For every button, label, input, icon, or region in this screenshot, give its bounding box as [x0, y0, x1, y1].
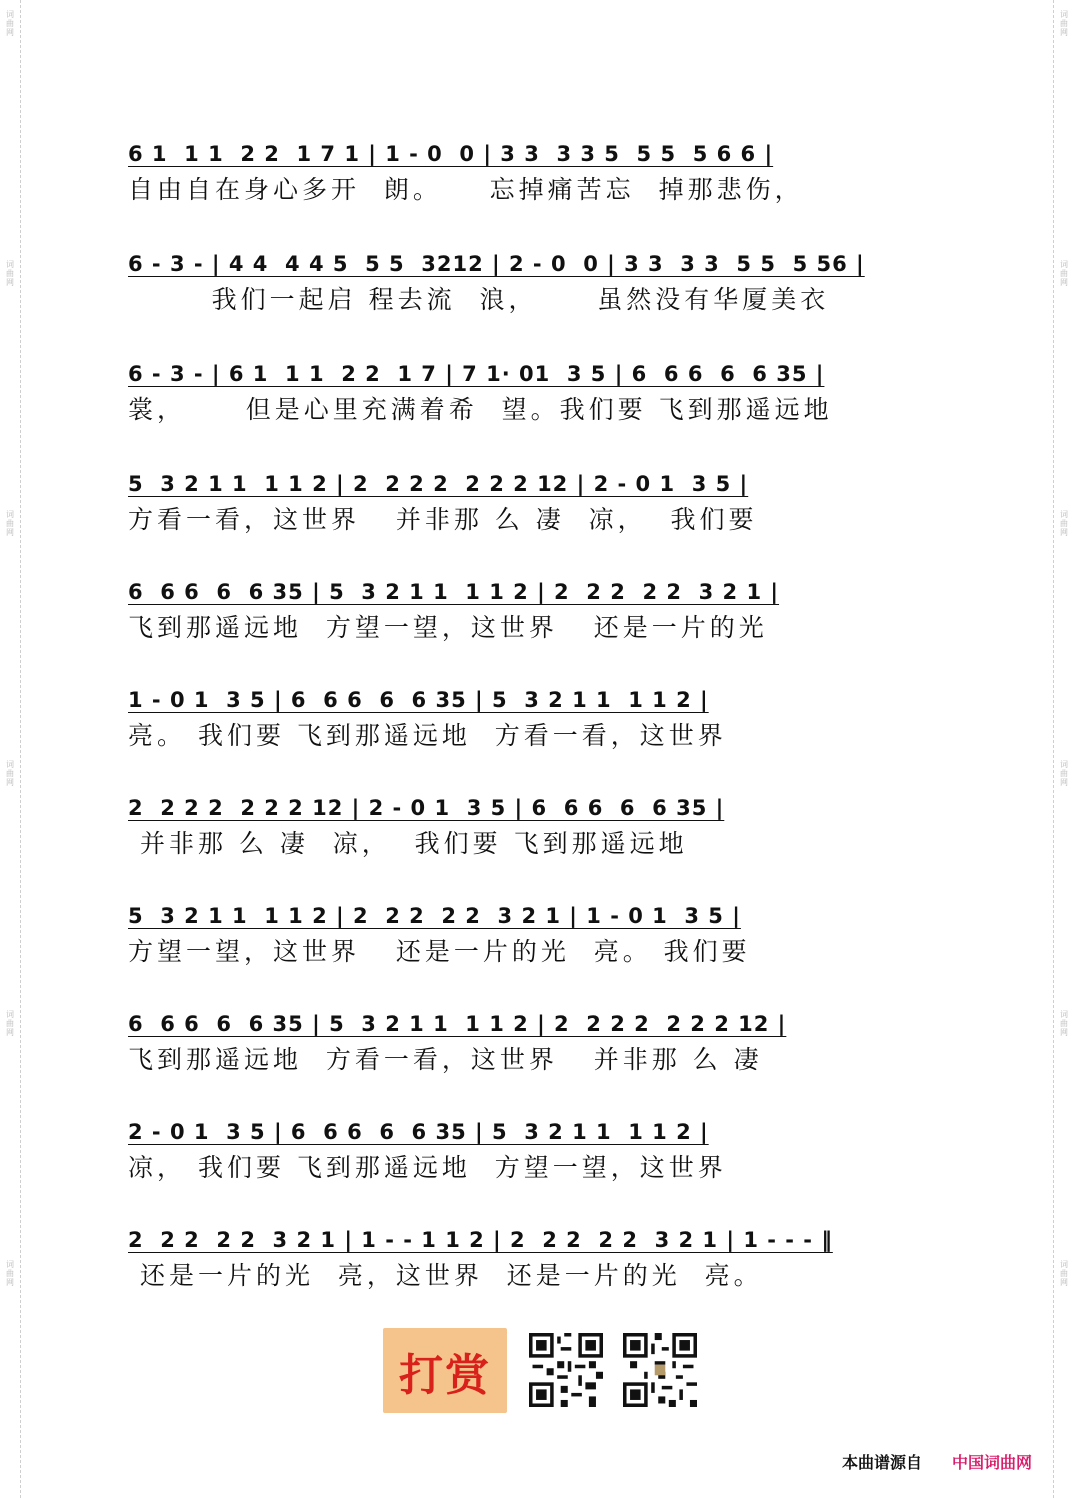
- score-line: [120, 460, 960, 550]
- watermark: 词曲网: [1060, 10, 1068, 37]
- watermark: 词曲网: [1060, 760, 1068, 787]
- notation: 5 3 2 1 1 1 1 2 | 2 2 2 2 2 3 2 1 | 1 - 0 1 3 5 |: [128, 904, 741, 928]
- lyrics: 我们一起启 程去流 浪， 虽然没有华厦美衣: [128, 285, 830, 314]
- score-line: [120, 240, 960, 330]
- notation: 2 2 2 2 2 3 2 1 | 1 - - 1 1 2 | 2 2 2 2 2 3 2 1 | 1 - - - ‖: [128, 1228, 833, 1252]
- lyrics: 飞到那遥远地 方望一望，这世界 还是一片的光: [128, 613, 768, 642]
- right-margin: [1053, 0, 1074, 1498]
- score-line: [120, 676, 960, 766]
- notation: 1 - 0 1 3 5 | 6 6 6 6 6 35 | 5 3 2 1 1 1 1 2 |: [128, 688, 709, 712]
- score-line: [120, 1000, 960, 1090]
- lyrics: 飞到那遥远地 方看一看，这世界 并非那 么 凄: [128, 1045, 763, 1074]
- left-margin: [0, 0, 21, 1498]
- lyrics: 方望一望，这世界 还是一片的光 亮。 我们要: [128, 937, 751, 966]
- watermark: 词曲网: [1060, 1010, 1068, 1037]
- watermark: 词曲网: [6, 10, 14, 37]
- qr-code-icon: [529, 1333, 603, 1407]
- notation: 2 2 2 2 2 2 2 12 | 2 - 0 1 3 5 | 6 6 6 6 6 35 |: [128, 796, 725, 820]
- score-line: [120, 784, 960, 874]
- lyrics: 自由自在身心多开 朗。 忘掉痛苦忘 掉那悲伤，: [128, 175, 804, 204]
- notation: 5 3 2 1 1 1 1 2 | 2 2 2 2 2 2 2 12 | 2 - 0 1 3 5 |: [128, 472, 749, 496]
- notation: 6 - 3 - | 4 4 4 4 5 5 5 3212 | 2 - 0 0 | 3 3 3 3 5 5 5 56 |: [128, 252, 865, 276]
- score-line: [120, 350, 960, 440]
- score-line: [120, 1108, 960, 1198]
- notation: 2 - 0 1 3 5 | 6 6 6 6 6 35 | 5 3 2 1 1 1 1 2 |: [128, 1120, 709, 1144]
- score-line: [120, 1216, 960, 1306]
- watermark: 词曲网: [6, 260, 14, 287]
- watermark: 词曲网: [1060, 1260, 1068, 1287]
- lyrics: 亮。 我们要 飞到那遥远地 方看一看，这世界: [128, 721, 727, 750]
- score-line: [120, 568, 960, 658]
- notation: 6 1 1 1 2 2 1 7 1 | 1 - 0 0 | 3 3 3 3 5 5 5 5 6 6 |: [128, 142, 774, 166]
- lyrics: 凉， 我们要 飞到那遥远地 方望一望，这世界: [128, 1153, 727, 1182]
- reward-button[interactable]: [383, 1328, 507, 1413]
- watermark: 词曲网: [1060, 260, 1068, 287]
- lyrics: 方看一看，这世界 并非那 么 凄 凉， 我们要: [128, 505, 758, 534]
- lyrics: 并非那 么 凄 凉， 我们要 飞到那遥远地: [128, 829, 688, 858]
- watermark: 词曲网: [6, 1010, 14, 1037]
- site-link[interactable]: 中国词曲网: [952, 1453, 1033, 1472]
- lyrics: 还是一片的光 亮，这世界 还是一片的光 亮。: [128, 1261, 763, 1290]
- watermark: 词曲网: [6, 1260, 14, 1287]
- notation: 6 - 3 - | 6 1 1 1 2 2 1 7 | 7 1· 01 3 5 | 6 6 6 6 6 35 |: [128, 362, 825, 386]
- source-label: 本曲谱源自: [842, 1453, 923, 1472]
- watermark: 词曲网: [1060, 510, 1068, 537]
- notation: 6 6 6 6 6 35 | 5 3 2 1 1 1 1 2 | 2 2 2 2 2 3 2 1 |: [128, 580, 780, 604]
- score-line: [120, 130, 960, 220]
- watermark: 词曲网: [6, 510, 14, 537]
- watermark: 词曲网: [6, 760, 14, 787]
- reward-label: 打赏: [399, 1349, 491, 1401]
- lyrics: 裳， 但是心里充满着希 望。我们要 飞到那遥远地: [128, 395, 833, 424]
- qr-code-icon: [623, 1333, 697, 1407]
- score-line: [120, 892, 960, 982]
- notation: 6 6 6 6 6 35 | 5 3 2 1 1 1 1 2 | 2 2 2 2 2 2 2 12 |: [128, 1012, 787, 1036]
